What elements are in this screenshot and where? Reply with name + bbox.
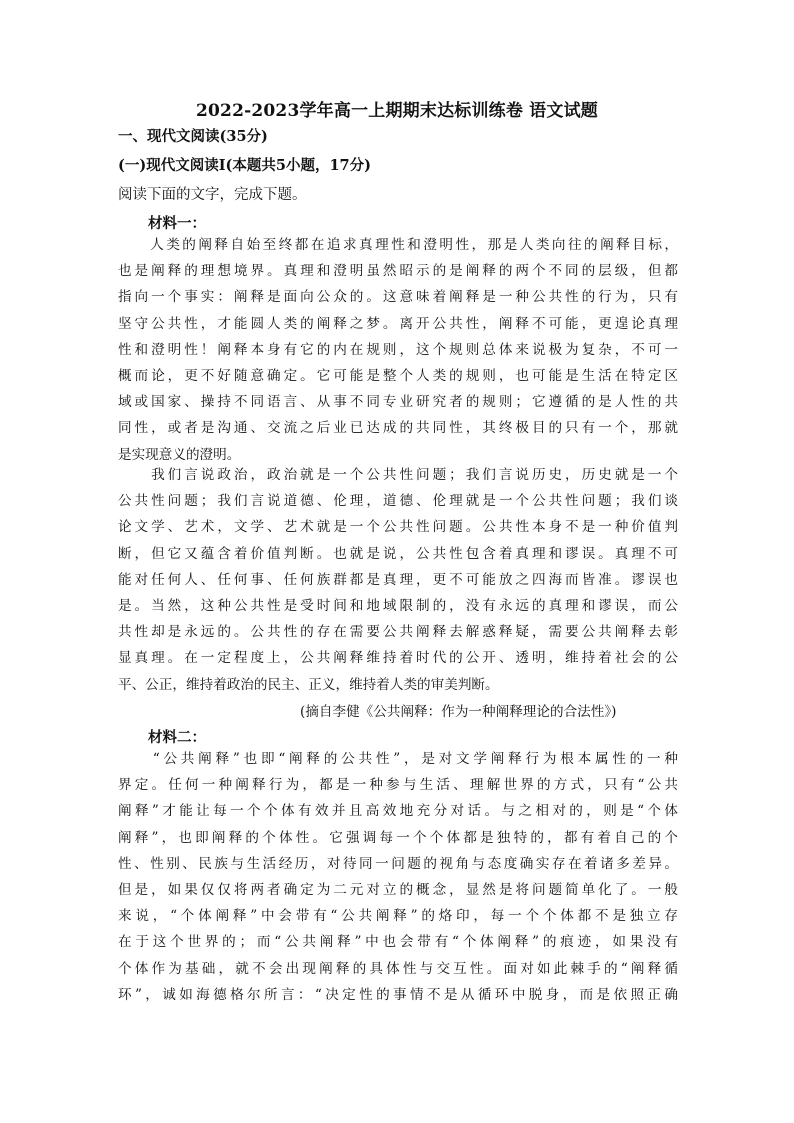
text-line: 环”，诚如海德格尔所言：“决定性的事情不是从循环中脱身，而是依照正确	[118, 986, 678, 1003]
material-1-paragraph-2	[118, 462, 678, 698]
text-line: 域或国家、操持不同语言、从事不同专业研究者的规则；它遵循的是人性的共	[118, 394, 678, 411]
text-line: 性和澄明性！阐释本身有它的内在规则，这个规则总体来说极为复杂，不可一	[118, 341, 678, 358]
text-line: 性、性别、民族与生活经历，对待同一问题的视角与态度确实存在着诸多差异。	[118, 855, 678, 872]
text-line: 共性却是永远的。公共性的存在需要公共阐释去解惑释疑，需要公共阐释去彰	[118, 624, 678, 641]
document-title: 2022-2023学年高一上期期末达标训练卷 语文试题	[195, 101, 598, 121]
text-line: 人类的阐释自始至终都在追求真理性和澄明性，那是人类向往的阐释目标，	[118, 237, 678, 253]
material-2-paragraph-1	[118, 746, 678, 1008]
instruction-text: 阅读下面的文字，完成下题。	[118, 187, 307, 203]
text-line: 指向一个事实：阐释是面向公众的。这意味着阐释是一种公共性的行为，只有	[118, 289, 678, 306]
text-line: 来说，“个体阐释”中会带有“公共阐释”的烙印，每一个个体都不是独立存	[118, 908, 678, 925]
text-line: 个体作为基础，就不会出现阐释的具体性与交互性。面对如此棘手的“阐释循	[118, 960, 678, 977]
material-1-label: 材料一：	[148, 215, 206, 232]
subsection-heading: (一)现代文阅读Ⅰ(本题共5小题，17分)	[118, 157, 371, 174]
text-line: 也是阐释的理想境界。真理和澄明虽然昭示的是阐释的两个不同的层级，但都	[118, 263, 678, 280]
text-line: 断，但它又蕴含着价值判断。也就是说，公共性包含着真理和谬误。真理不可	[118, 545, 678, 562]
text-line: 公共性问题；我们言说道德、伦理，道德、伦理就是一个公共性问题；我们谈	[118, 493, 678, 510]
text-line: 能对任何人、任何事、任何族群都是真理，更不可能放之四海而皆准。谬误也	[118, 571, 678, 588]
text-line: 论文学、艺术，文学、艺术就是一个公共性问题。公共性本身不是一种价值判	[118, 519, 678, 536]
source-citation: (摘自李健《公共阐释：作为一种阐释理论的合法性》)	[300, 704, 617, 720]
text-line: 阐释”，也即阐释的个体性。它强调每一个个体都是独特的，都有着自己的个	[118, 829, 678, 846]
text-line: 我们言说政治，政治就是一个公共性问题；我们言说历史，历史就是一个	[118, 467, 678, 483]
text-line: 坚守公共性，才能圆人类的阐释之梦。离开公共性，阐释不可能，更遑论真理	[118, 315, 678, 332]
text-line: 显真理。在一定程度上，公共阐释维持着时代的公开、透明，维持着社会的公	[118, 650, 678, 667]
text-line: 阐释”才能让每一个个体有效并且高效地充分对话。与之相对的，则是“个体	[118, 803, 678, 820]
material-2-label: 材料二：	[148, 729, 206, 746]
text-line: 在于这个世界的；而“公共阐释”中也会带有“个体阐释”的痕迹，如果没有	[118, 934, 678, 951]
text-line: 同性，或者是沟通、交流之后业已达成的共同性，其终极目的只有一个，那就	[118, 420, 678, 437]
text-line: 是。当然，这种公共性是受时间和地域限制的，没有永远的真理和谬误，而公	[118, 597, 678, 614]
text-line: 界定。任何一种阐释行为，都是一种参与生活、理解世界的方式，只有“公共	[118, 777, 678, 794]
text-line: 概而论，更不好随意确定。它可能是整个人类的规则，也可能是生活在特定区	[118, 367, 678, 384]
text-line: 平、公正，维持着政治的民主、正义，维持着人类的审美判断。	[118, 676, 499, 693]
text-line: “公共阐释”也即“阐释的公共性”，是对文学阐释行为根本属性的一种	[118, 751, 678, 767]
text-line: 是实现意义的澄明。	[118, 446, 241, 463]
text-line: 但是，如果仅仅将两者确定为二元对立的概念，显然是将问题简单化了。一般	[118, 881, 678, 898]
section-heading: 一、现代文阅读(35分)	[118, 128, 268, 145]
material-1-paragraph-1	[118, 232, 678, 468]
